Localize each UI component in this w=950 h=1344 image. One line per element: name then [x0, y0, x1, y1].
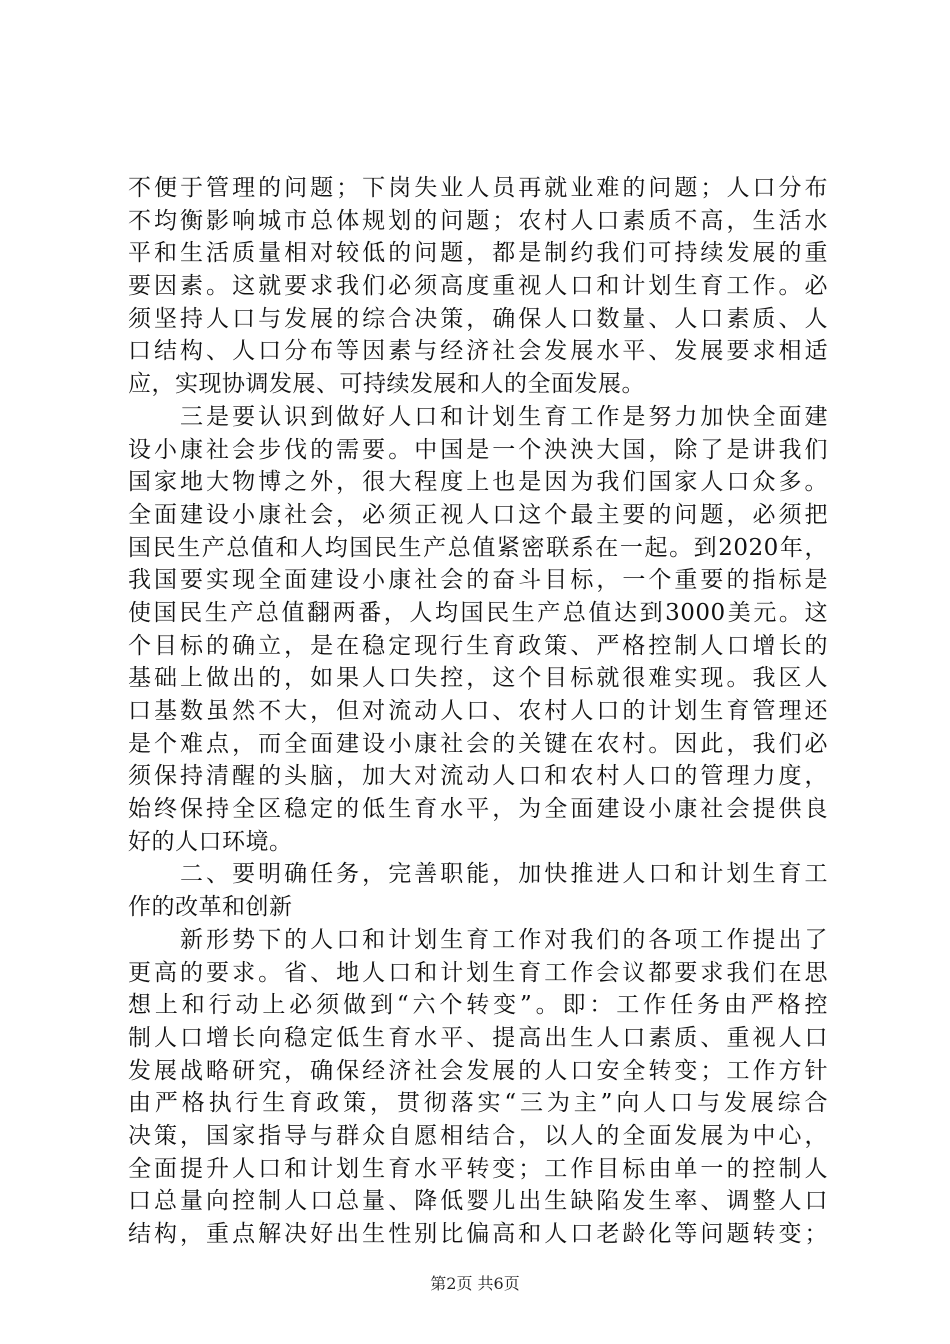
text-line: 我国要实现全面建设小康社会的奋斗目标，一个重要的指标是 — [128, 567, 828, 594]
text-line: 应，实现协调发展、可持续发展和人的全面发展。 — [128, 371, 645, 398]
text-line: 基础上做出的，如果人口失控，这个目标就很难实现。我区人 — [128, 665, 828, 692]
text-line: 全面建设小康社会，必须正视人口这个最主要的问题，必须把 — [128, 501, 828, 528]
text-line: 想上和行动上必须做到“六个转变”。即：工作任务由严格控 — [128, 992, 828, 1019]
text-line: 须坚持人口与发展的综合决策，确保人口数量、人口素质、人 — [128, 305, 828, 332]
text-line: 平和生活质量相对较低的问题，都是制约我们可持续发展的重 — [128, 240, 828, 267]
section-heading: 作的改革和创新 — [128, 894, 293, 921]
text-line: 好的人口环境。 — [128, 828, 293, 855]
text-line: 是个难点，而全面建设小康社会的关键在农村。因此，我们必 — [128, 730, 828, 757]
text-line: 更高的要求。省、地人口和计划生育工作会议都要求我们在思 — [128, 959, 828, 986]
text-line: 口结构、人口分布等因素与经济社会发展水平、发展要求相适 — [128, 338, 828, 365]
text-line: 三是要认识到做好人口和计划生育工作是努力加快全面建 — [128, 403, 828, 430]
text-line: 口总量向控制人口总量、降低婴儿出生缺陷发生率、调整人口 — [128, 1188, 828, 1215]
page-footer: 第2页 共6页 — [430, 1274, 520, 1293]
section-heading: 二、要明确任务，完善职能，加快推进人口和计划生育工 — [128, 861, 828, 888]
text-line: 始终保持全区稳定的低生育水平，为全面建设小康社会提供良 — [128, 796, 828, 823]
text-line: 设小康社会步伐的需要。中国是一个泱泱大国，除了是讲我们 — [128, 436, 828, 463]
text-line: 个目标的确立，是在稳定现行生育政策、严格控制人口增长的 — [128, 632, 828, 659]
text-line: 口基数虽然不大，但对流动人口、农村人口的计划生育管理还 — [128, 698, 828, 724]
text-line: 制人口增长向稳定低生育水平、提高出生人口素质、重视人口 — [128, 1024, 828, 1051]
document-body — [128, 172, 828, 1251]
text-line: 国家地大物博之外，很大程度上也是因为我们国家人口众多。 — [128, 469, 828, 496]
text-line: 结构，重点解决好出生性别比偏高和人口老龄化等问题转变； — [128, 1221, 828, 1247]
text-line: 新形势下的人口和计划生育工作对我们的各项工作提出了 — [128, 926, 828, 953]
text-line: 使国民生产总值翻两番，人均国民生产总值达到3000美元。这 — [128, 599, 828, 626]
text-line: 不便于管理的问题；下岗失业人员再就业难的问题；人口分布 — [128, 175, 828, 201]
text-line: 由严格执行生育政策，贯彻落实“三为主”向人口与发展综合 — [128, 1090, 828, 1117]
text-line: 发展战略研究，确保经济社会发展的人口安全转变；工作方针 — [128, 1057, 828, 1084]
text-line: 国民生产总值和人均国民生产总值紧密联系在一起。到2020年， — [128, 534, 828, 561]
text-line: 须保持清醒的头脑，加大对流动人口和农村人口的管理力度， — [128, 763, 828, 790]
text-line: 不均衡影响城市总体规划的问题；农村人口素质不高，生活水 — [128, 207, 828, 234]
text-line: 要因素。这就要求我们必须高度重视人口和计划生育工作。必 — [128, 273, 828, 300]
text-line: 全面提升人口和计划生育水平转变；工作目标由单一的控制人 — [128, 1155, 828, 1182]
text-line: 决策，国家指导与群众自愿相结合，以人的全面发展为中心， — [128, 1122, 828, 1149]
